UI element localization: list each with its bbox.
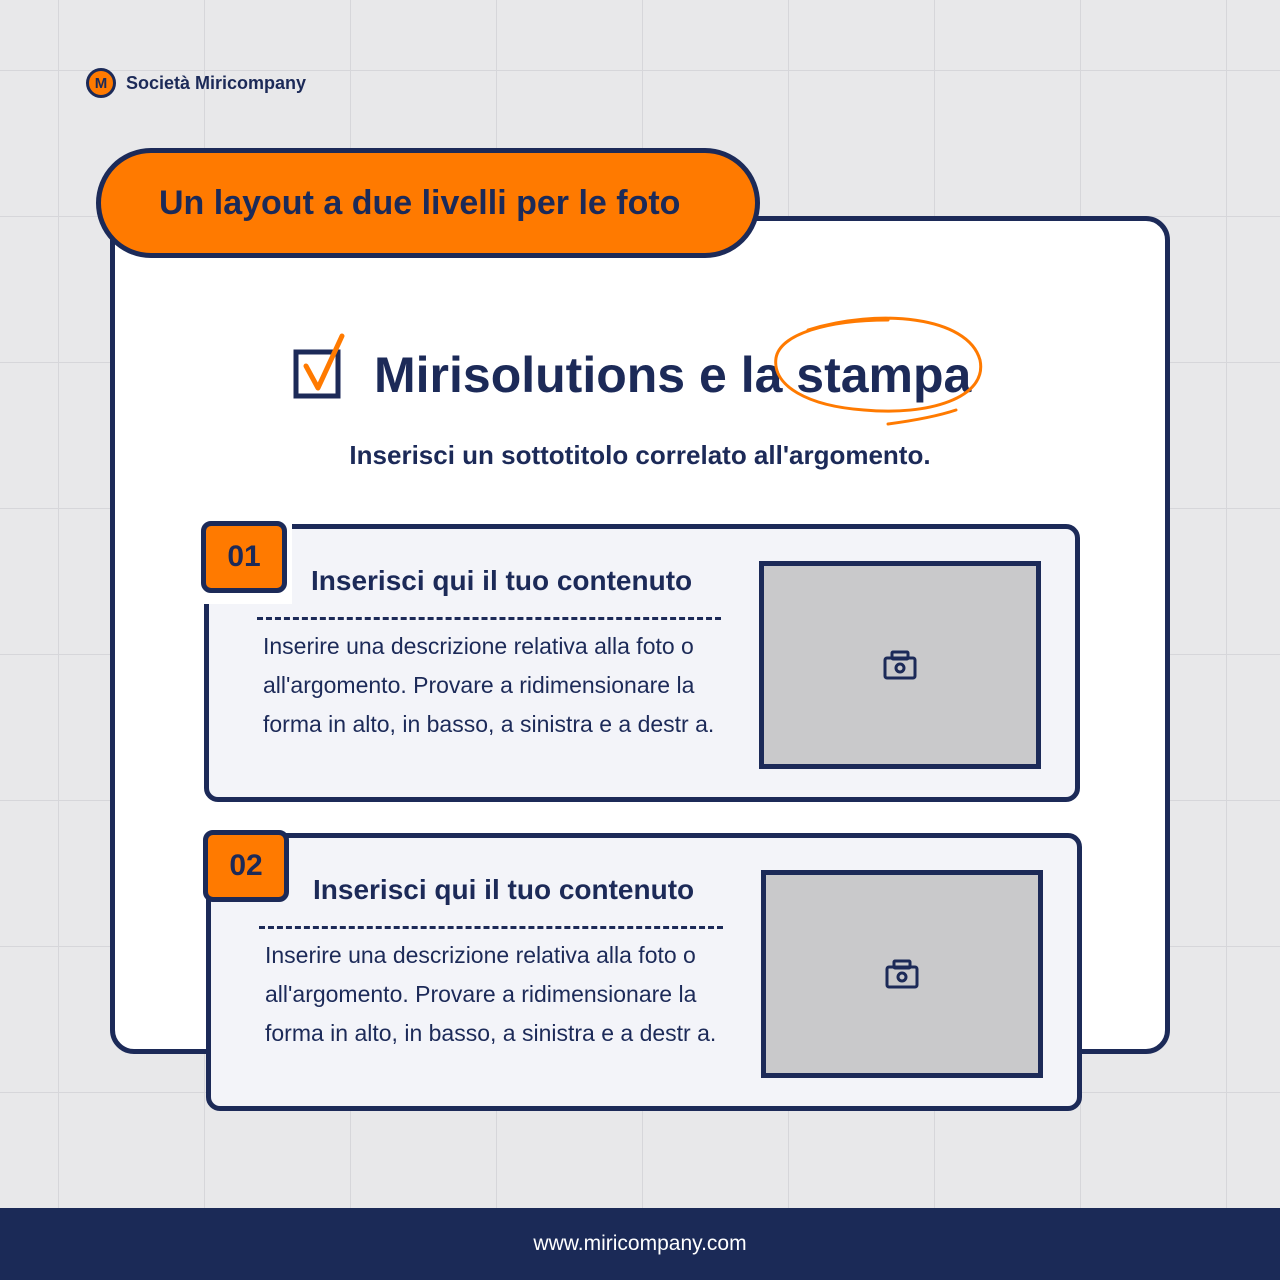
image-placeholder[interactable]: [761, 870, 1043, 1078]
brand: [86, 68, 306, 98]
checkbox-check-icon: [288, 328, 348, 404]
item-number-badge: 02: [203, 830, 289, 902]
item-description: Inserire una descrizione relativa alla foto o all'argomento. Provare a ridimensionare la forma in alto, in basso, a sinistra e a destr a.: [263, 633, 715, 737]
brand-name: Società Miricompany: [126, 72, 307, 93]
footer-url[interactable]: www.miricompany.com: [533, 1232, 747, 1255]
image-placeholder[interactable]: [759, 561, 1041, 769]
heading-section: [284, 320, 1004, 440]
dashed-divider: [259, 926, 723, 929]
subtitle: Inserisci un sottotitolo correlato all'argomento.: [349, 440, 931, 470]
content-item-2: [206, 833, 1082, 1111]
brand-logo: M: [86, 68, 116, 98]
dashed-divider: [257, 617, 721, 620]
highlight-circle-icon: [768, 312, 988, 436]
item-number-badge: 01: [201, 521, 287, 593]
item-description: Inserire una descrizione relativa alla foto o all'argomento. Provare a ridimensionare la forma in alto, in basso, a sinistra e a destr a.: [265, 942, 717, 1046]
camera-icon: [883, 650, 917, 680]
footer: [0, 1208, 1280, 1280]
item-title: Inserisci qui il tuo contenuto: [313, 874, 695, 905]
camera-icon: [885, 959, 919, 989]
item-title: Inserisci qui il tuo contenuto: [311, 565, 693, 596]
main-heading: Mirisolutions e la stampa: [374, 347, 972, 403]
banner-title: Un layout a due livelli per le foto: [159, 183, 681, 222]
content-item-1: [204, 524, 1080, 802]
title-banner: [96, 148, 760, 258]
